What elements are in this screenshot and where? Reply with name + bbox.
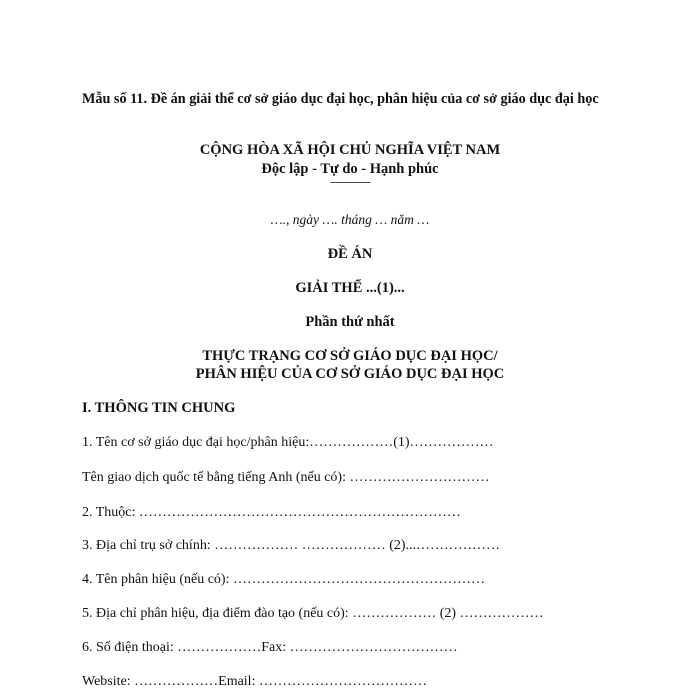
- field-affiliation: 2. Thuộc: ……………………………………………………………: [82, 505, 461, 520]
- section-heading: I. THÔNG TIN CHUNG: [82, 400, 236, 416]
- document-title: ĐỀ ÁN: [327, 246, 373, 262]
- header-divider: ---------------: [330, 176, 370, 188]
- document-subtitle: GIẢI THỂ ...(1)...: [295, 280, 405, 296]
- part-title-line-1: THỰC TRẠNG CƠ SỞ GIÁO DỤC ĐẠI HỌC/: [202, 348, 498, 364]
- part-title-line-2: PHÂN HIỆU CỦA CƠ SỞ GIÁO DỤC ĐẠI HỌC: [195, 366, 505, 382]
- form-label: Mẫu số 11. Đề án giải thể cơ sở giáo dục đại học, phân hiệu của cơ sở giáo dục đại học: [82, 91, 599, 107]
- field-branch-address: 5. Địa chỉ phân hiệu, địa điểm đào tạo (nếu có): ……………… (2) ………………: [82, 606, 544, 621]
- field-institution-name: 1. Tên cơ sở giáo dục đại học/phân hiệu:………………(1)………………: [82, 435, 494, 450]
- national-motto: Độc lập - Tự do - Hạnh phúc: [261, 161, 439, 177]
- field-phone-fax: 6. Số điện thoại: ………………Fax: ………………………………: [82, 640, 458, 655]
- part-label: Phần thứ nhất: [305, 314, 395, 330]
- field-website-email: Website: ………………Email: ………………………………: [82, 674, 427, 689]
- national-title: CỘNG HÒA XÃ HỘI CHỦ NGHĨA VIỆT NAM: [199, 142, 501, 158]
- field-headquarters-address: 3. Địa chỉ trụ sở chính: ……………… ……………… (2)...………………: [82, 538, 501, 553]
- field-branch-name: 4. Tên phân hiệu (nếu có): ………………………………………………: [82, 572, 485, 587]
- date-line: …., ngày …. tháng … năm …: [270, 212, 430, 227]
- field-international-name: Tên giao dịch quốc tế bằng tiếng Anh (nếu có): …………………………: [82, 470, 490, 485]
